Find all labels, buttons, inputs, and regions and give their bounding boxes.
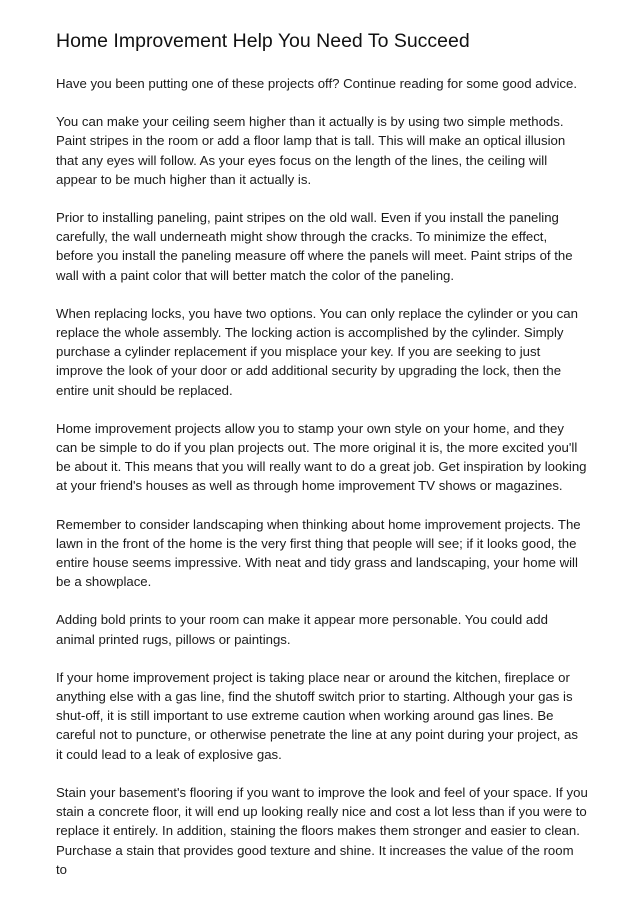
paragraph-landscaping: Remember to consider landscaping when thinking about home improvement projects. The lawn in the front of the home is the very first thing that people will see; if it looks good, the entire house seems impressive. With neat and tidy grass and landscaping, your home will be a showplace. — [56, 516, 581, 590]
page-title: Home Improvement Help You Need To Succeed — [56, 30, 470, 52]
paragraph-locks: When replacing locks, you have two options. You can only replace the cylinder or you can replace the whole assembly. The locking action is accomplished by the cylinder. Simply purchase a cylinder replacement if you misplace your key. If you are seeking to just improve the look of your door or add additional security by upgrading the lock, then the entire unit should be replaced. — [56, 305, 578, 398]
paragraph-style: Home improvement projects allow you to stamp your own style on your home, and they can be simple to do if you plan projects out. The more original it is, the more excited you'll be about it. This means that you will really want to do a great job. Get inspiration by looking at your friend's houses as well as through home improvement TV shows or magazines. — [56, 420, 587, 494]
paragraph-paneling: Prior to installing paneling, paint stripes on the old wall. Even if you install the paneling carefully, the wall underneath might show through the cracks. To minimize the effect, before you install the paneling measure off where the panels will meet. Paint strips of the wall with a paint color that will better match the color of the paneling. — [56, 210, 573, 283]
paragraph-basement: Stain your basement's flooring if you want to improve the look and feel of your space. If you stain a concrete floor, it will end up looking really nice and cost a lot less than if you were to replace it entirely. In addition, staining the floors makes them stronger and easier to clean. Purchase a stain that provides good texture and shine. It increases the value of the room to — [56, 784, 588, 877]
paragraph-bold-prints: Adding bold prints to your room can make it appear more personable. You could add animal printed rugs, pillows or paintings. — [56, 612, 548, 647]
paragraph-ceiling: You can make your ceiling seem higher than it actually is by using two simple methods. Paint stripes in the room or add a floor lamp that is tall. This will make an optical illusion that any eyes will follow. As your eyes focus on the length of the lines, the ceiling will appear to be much higher than it actually is. — [56, 114, 566, 187]
paragraph-gas-line: If your home improvement project is taking place near or around the kitchen, fireplace or anything else with a gas line, find the shutoff switch prior to starting. Although your gas is shut-off, it is still important to use extreme caution when working around gas lines. Be careful not to puncture, or otherwise penetrate the line at any point during your project, as it could lead to a leak of explosive gas. — [56, 669, 578, 762]
document-body — [56, 28, 588, 898]
paragraph-intro: Have you been putting one of these projects off? Continue reading for some good advice. — [56, 76, 578, 91]
